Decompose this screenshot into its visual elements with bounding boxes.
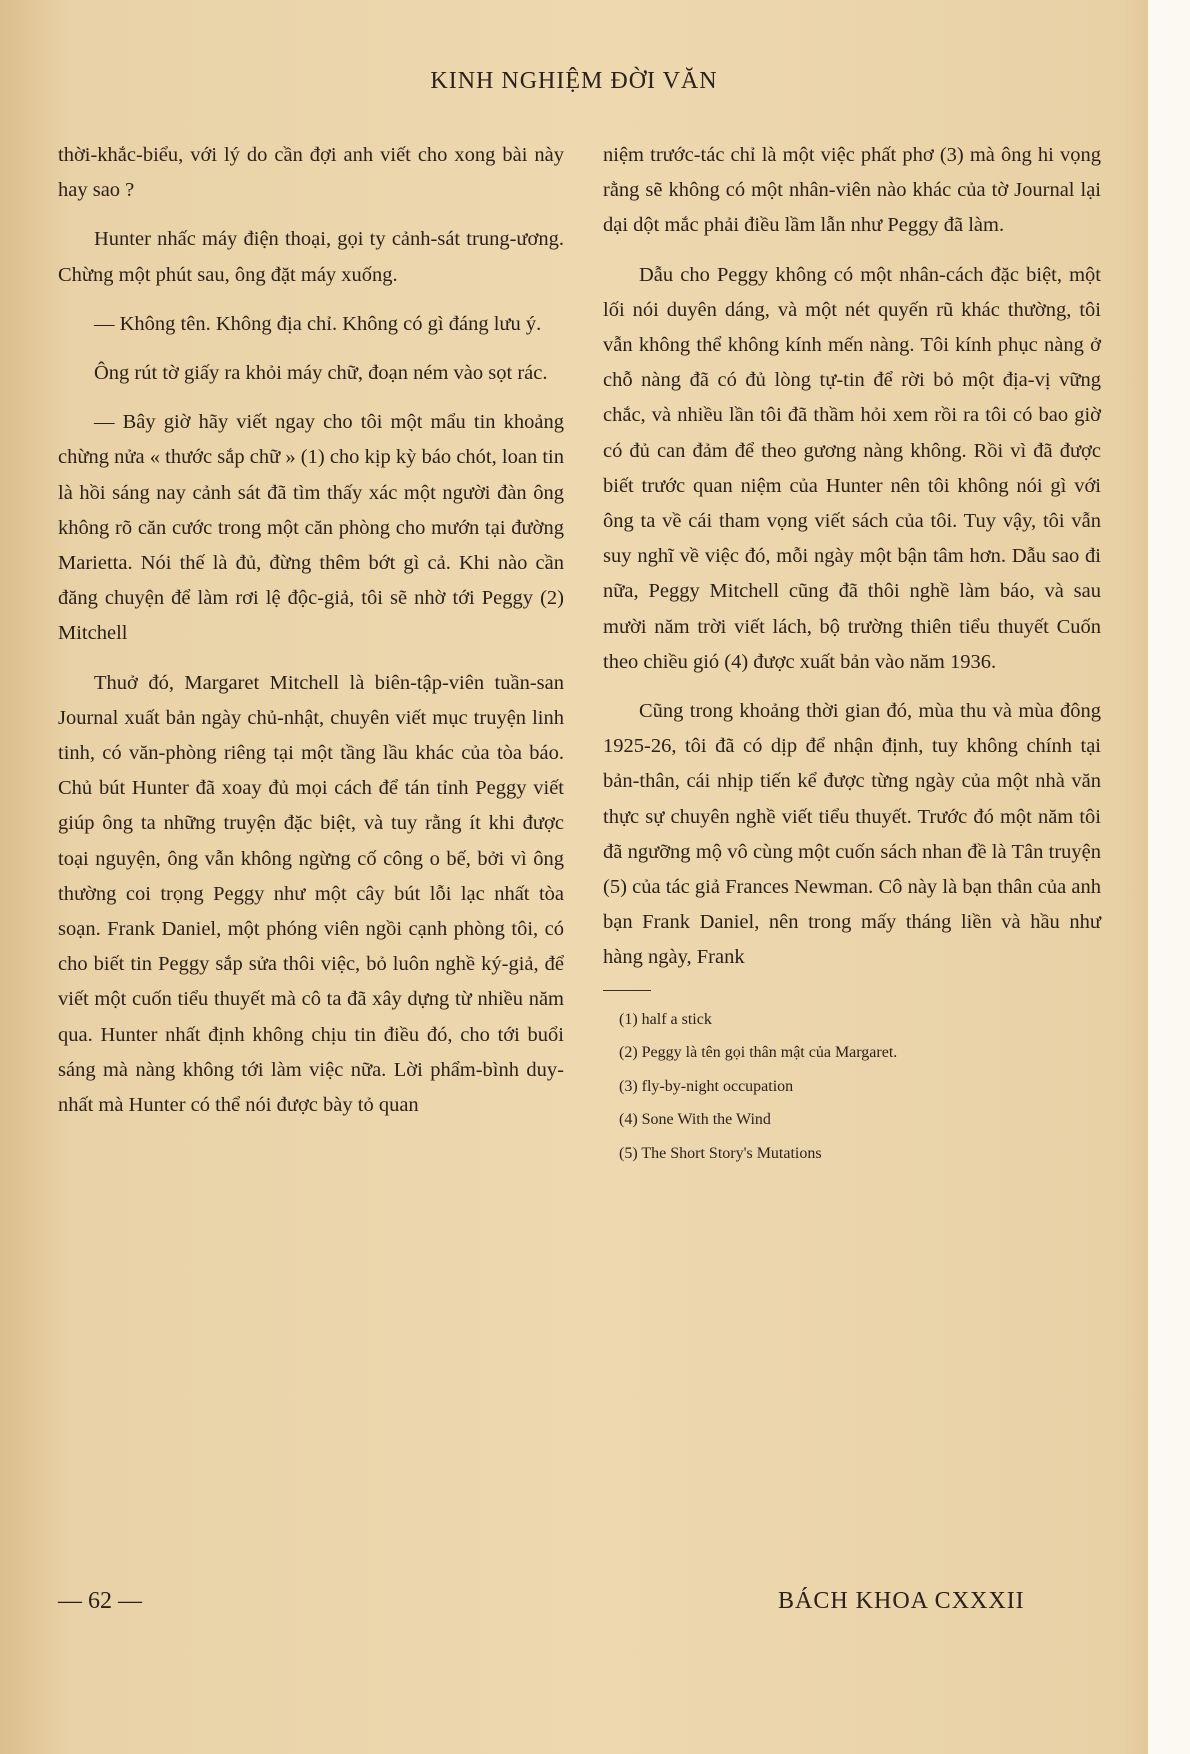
footnote: (5) The Short Story's Mutations bbox=[619, 1144, 822, 1162]
paragraph: Cũng trong khoảng thời gian đó, mùa thu và mùa đông 1925-26, tôi đã có dịp để nhận định, tuy không chính tại bản-thân, cái nhịp tiến kể được từng ngày của một nhà văn thực sự chuyên nghề viết tiểu thuyết. Trước đó một năm tôi đã ngưỡng mộ vô cùng một cuốn sách nhan đề là Tân truyện (5) của tác giả Frances Newman. Cô này là bạn thân của anh bạn Frank Daniel, nên trong mấy tháng liền và hầu như hàng ngày, Frank bbox=[603, 700, 1101, 969]
paragraph: Hunter nhấc máy điện thoại, gọi ty cảnh-sát trung-ương. Chừng một phút sau, ông đặt máy xuống. bbox=[58, 228, 564, 286]
running-title: KINH NGHIỆM ĐỜI VĂN bbox=[430, 68, 718, 94]
page-edge-strip bbox=[1148, 0, 1190, 1754]
paragraph: thời-khắc-biểu, với lý do cần đợi anh viết cho xong bài này hay sao ? bbox=[58, 144, 564, 202]
right-column bbox=[603, 138, 1101, 1170]
paragraph: — Không tên. Không địa chỉ. Không có gì đáng lưu ý. bbox=[94, 312, 542, 335]
paragraph: Thuở đó, Margaret Mitchell là biên-tập-viên tuần-san Journal xuất bản ngày chủ-nhật, chuyên viết mục truyện linh tinh, có văn-phòng riêng tại một tầng lầu khác của tòa báo. Chủ bút Hunter đã xoay đủ mọi cách để tán tỉnh Peggy viết giúp ông ta những truyện đặc biệt, và tuy rằng ít khi được toại nguyện, ông vẫn không ngừng cố công o bế, bởi vì ông thường coi trọng Peggy như một cây bút lỗi lạc nhất tòa soạn. Frank Daniel, một phóng viên ngồi cạnh phòng tôi, có cho biết tin Peggy sắp sửa thôi việc, bỏ luôn nghề ký-giả, để viết một cuốn tiểu thuyết mà cô ta đã xây dựng từ nhiều năm qua. Hunter nhất định không chịu tin điều đó, cho tới buổi sáng mà nàng không tới làm việc nữa. Lời phẩm-bình duy-nhất mà Hunter có thể nói được bày tỏ quan bbox=[58, 671, 564, 1117]
footnote-divider bbox=[603, 990, 651, 991]
left-column bbox=[58, 138, 564, 1137]
footnote: (3) fly-by-night occupation bbox=[619, 1077, 794, 1095]
page-number: — 62 — bbox=[58, 1588, 142, 1614]
footnotes bbox=[603, 1003, 1101, 1171]
footnote: (4) Sone With the Wind bbox=[619, 1111, 771, 1129]
footnote: (2) Peggy là tên gọi thân mật của Margaret. bbox=[619, 1044, 898, 1062]
footnote: (1) half a stick bbox=[619, 1010, 712, 1028]
paragraph: niệm trước-tác chỉ là một việc phất phơ (3) mà ông hi vọng rằng sẽ không có một nhân-viên nào khác của tờ Journal lại dại dột mắc phải điều lầm lẫn như Peggy đã làm. bbox=[603, 144, 1101, 237]
publication-name: BÁCH KHOA CXXXII bbox=[778, 1588, 1025, 1614]
paragraph: — Bây giờ hãy viết ngay cho tôi một mẩu tin khoảng chừng nửa « thước sắp chữ » (1) cho kịp kỳ báo chót, loan tin là hồi sáng nay cảnh sát đã tìm thấy xác một người đàn ông không rõ căn cước trong một căn phòng cho mướn tại đường Marietta. Nói thế là đủ, đừng thêm bớt gì cả. Khi nào cần đăng chuyện để làm rơi lệ độc-giả, tôi sẽ nhờ tới Peggy (2) Mitchell bbox=[58, 411, 564, 645]
paragraph: Dẫu cho Peggy không có một nhân-cách đặc biệt, một lối nói duyên dáng, và một nét quyến rũ khác thường, tôi vẫn không thể không kính mến nàng. Tôi kính phục nàng ở chỗ nàng đã có đủ lòng tự-tin để rời bỏ một địa-vị vững chắc, và nhiều lần tôi đã thầm hỏi xem rồi ra tôi có bao giờ có đủ can đảm để theo gương nàng không. Rồi vì đã được biết trước quan niệm của Hunter nên tôi không nói gì với ông ta về cái tham vọng viết sách của tôi. Tuy vậy, tôi vẫn suy nghĩ về việc đó, mỗi ngày một bận tâm hơn. Dẫu sao đi nữa, Peggy Mitchell cũng đã thôi nghề làm báo, và sau mười năm trời viết lách, bộ trường thiên tiểu thuyết Cuốn theo chiều gió (4) được xuất bản vào năm 1936. bbox=[603, 263, 1101, 673]
paragraph: Ông rút tờ giấy ra khỏi máy chữ, đoạn ném vào sọt rác. bbox=[94, 362, 548, 385]
